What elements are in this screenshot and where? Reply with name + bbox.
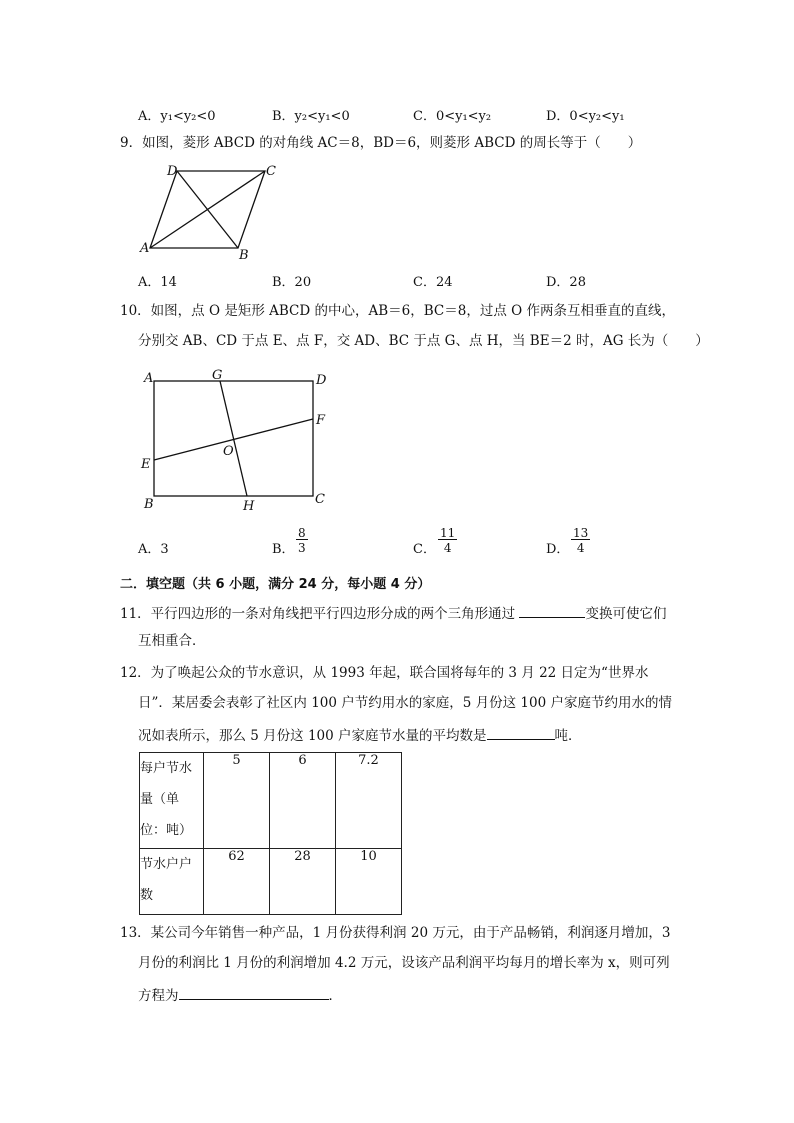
- q13-text-after-blank: ．: [328, 988, 342, 1004]
- q10-option-d-prefix: D．: [546, 542, 570, 557]
- q10-label-c: C: [315, 492, 325, 507]
- q10-option-a: A．3: [138, 542, 169, 557]
- water-saving-table: [139, 752, 402, 915]
- q12-text-after-blank: 吨．: [554, 728, 582, 744]
- line-gh: [220, 381, 247, 496]
- q10-label-b: B: [144, 497, 154, 512]
- q10-label-o: O: [223, 444, 234, 459]
- table-row: [140, 849, 402, 915]
- q10-label-a: A: [144, 371, 154, 386]
- q10-option-c-prefix: C．: [413, 542, 436, 557]
- table-header-savings: 每户节水量（单位：吨）: [140, 753, 204, 849]
- q10-label-h: H: [243, 499, 255, 514]
- q9-label-c: C: [266, 164, 276, 179]
- q10-label-e: E: [141, 457, 151, 472]
- q13-line-3: [138, 987, 342, 1004]
- table-cell: 62: [204, 849, 270, 915]
- q12-answer-blank: [487, 727, 555, 740]
- q11-line-2: 互相重合．: [138, 633, 206, 649]
- q13-line-1: 13．某公司今年销售一种产品，1 月份获得利润 20 万元，由于产品畅销，利润逐月增加，3: [120, 925, 671, 941]
- section-2-heading: 二．填空题（共 6 小题，满分 24 分，每小题 4 分）: [120, 577, 431, 592]
- q9-text: 9．如图，菱形 ABCD 的对角线 AC＝8，BD＝6，则菱形 ABCD 的周长等于（ ）: [120, 135, 642, 151]
- q8-option-c: C．0<y₁<y₂: [413, 109, 492, 124]
- table-header-households: 节水户户数: [140, 849, 204, 915]
- table-cell: 7.2: [336, 753, 402, 849]
- q9-label-a: A: [140, 241, 150, 256]
- diagonal-bd: [177, 171, 238, 248]
- q12-line-1: 12．为了唤起公众的节水意识，从 1993 年起，联合国将每年的 3 月 22 日定为“世界水: [120, 665, 649, 681]
- q11-answer-blank: [519, 605, 585, 618]
- fraction-denominator: 3: [298, 541, 306, 555]
- fraction-numerator: 11: [440, 526, 456, 540]
- q9-option-d: D．28: [546, 275, 586, 290]
- q8-option-d: D．0<y₂<y₁: [546, 109, 625, 124]
- table-cell: 6: [270, 753, 336, 849]
- table-cell: 5: [204, 753, 270, 849]
- table-row: [140, 753, 402, 849]
- q10-option-b-prefix: B．: [272, 542, 295, 557]
- q8-option-a: A．y₁<y₂<0: [138, 109, 216, 124]
- q10-label-f: F: [316, 413, 326, 428]
- table-cell: 10: [336, 849, 402, 915]
- q10-line-2: 分别交 AB、CD 于点 E、点 F，交 AD、BC 于点 G、点 H，当 BE＝2 时，AG 长为（ ）: [138, 333, 709, 349]
- q9-label-b: B: [239, 248, 249, 263]
- fraction-denominator: 4: [576, 541, 585, 555]
- q12-line-2: 日”．某居委会表彰了社区内 100 户节约用水的家庭，5 月份这 100 户家庭节约用水的情: [138, 695, 672, 711]
- q9-rhombus-figure: [130, 158, 290, 266]
- q9-option-a: A．14: [138, 275, 177, 290]
- q8-option-b: B．y₂<y₁<0: [272, 109, 350, 124]
- q13-line-2: 月份的利润比 1 月份的利润增加 4.2 万元，设该产品利润平均每月的增长率为 x，则可列: [138, 955, 670, 971]
- fraction-numerator: 13: [573, 526, 589, 540]
- fraction-numerator: 8: [298, 526, 306, 540]
- q9-option-b: B．20: [272, 275, 312, 290]
- q10-line-1: 10．如图，点 O 是矩形 ABCD 的中心，AB＝6，BC＝8，过点 O 作两条互相垂直的直线，: [120, 303, 675, 319]
- q11-text-after-blank: 变换可使它们: [585, 606, 667, 622]
- fraction-denominator: 4: [443, 541, 452, 555]
- table-cell: 28: [270, 849, 336, 915]
- q13-answer-blank: [179, 987, 329, 1000]
- q10-label-d: D: [316, 373, 327, 388]
- q13-text-before-blank: 方程为: [138, 988, 179, 1004]
- q10-label-g: G: [212, 368, 223, 383]
- q10-option-c-fraction: [438, 527, 457, 554]
- q10-option-d-fraction: [571, 527, 590, 554]
- q10-option-b-fraction: [296, 527, 308, 554]
- q12-line-3: [138, 727, 582, 744]
- q9-label-d: D: [167, 164, 178, 179]
- q11-line-1: [120, 605, 666, 622]
- q12-text-before-blank: 况如表所示，那么 5 月份这 100 户家庭节水量的平均数是: [138, 728, 487, 744]
- q11-text-before-blank: 11．平行四边形的一条对角线把平行四边形分成的两个三角形通过: [120, 606, 520, 622]
- q10-rectangle-figure: [135, 365, 335, 515]
- q9-option-c: C．24: [413, 275, 453, 290]
